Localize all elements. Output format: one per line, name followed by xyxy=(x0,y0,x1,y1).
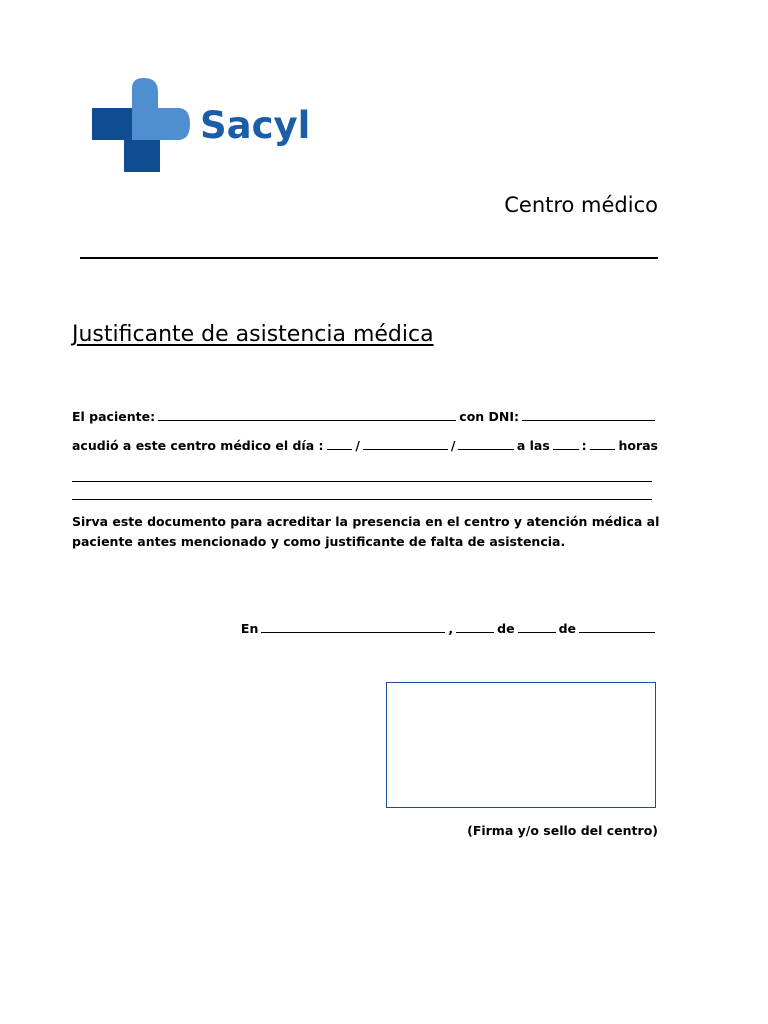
day-field[interactable] xyxy=(327,437,353,450)
hours-label: horas xyxy=(618,438,658,453)
time-label: a las xyxy=(516,438,550,453)
date-sep-2: / xyxy=(450,438,456,453)
logo-cross-top xyxy=(132,78,158,108)
year-field[interactable] xyxy=(458,437,513,450)
dni-label: con DNI: xyxy=(459,409,520,424)
date-sep-1: / xyxy=(355,438,360,453)
dni-field[interactable] xyxy=(522,408,655,421)
visit-label: acudió a este centro médico el día : xyxy=(72,438,324,453)
center-name-line[interactable] xyxy=(80,257,658,259)
signature-box[interactable] xyxy=(386,682,656,808)
patient-name-field[interactable] xyxy=(158,408,456,421)
hour-field[interactable] xyxy=(553,437,579,450)
time-sep: : xyxy=(581,438,587,453)
of-label-2: de xyxy=(558,621,576,636)
logo-cross-left xyxy=(92,108,124,140)
sign-day-field[interactable] xyxy=(456,620,494,633)
statement-paragraph: Sirva este documento para acreditar la presencia en el centro y atención médica al paciente antes mencionado y como justificante de falta de asistencia. xyxy=(72,514,660,549)
blank-line-2[interactable] xyxy=(72,499,652,500)
patient-row xyxy=(72,408,658,424)
place-date-row xyxy=(241,620,658,636)
document-title: Justificante de asistencia médica xyxy=(72,322,434,347)
minute-field[interactable] xyxy=(590,437,616,450)
signature-caption: (Firma y/o sello del centro) xyxy=(467,823,658,838)
sign-year-field[interactable] xyxy=(579,620,655,633)
comma: , xyxy=(448,621,454,636)
logo-cross-right xyxy=(158,108,190,140)
logo-cross-bottom xyxy=(124,140,160,172)
center-title: Centro médico xyxy=(504,193,658,217)
patient-label: El paciente: xyxy=(72,409,156,424)
month-field[interactable] xyxy=(363,437,448,450)
logo-wordmark: Sacyl xyxy=(200,104,311,147)
of-label-1: de xyxy=(497,621,515,636)
visit-row xyxy=(72,437,658,453)
in-label: En xyxy=(240,621,259,636)
blank-line-1[interactable] xyxy=(72,481,652,482)
place-field[interactable] xyxy=(261,620,445,633)
sign-month-field[interactable] xyxy=(518,620,556,633)
